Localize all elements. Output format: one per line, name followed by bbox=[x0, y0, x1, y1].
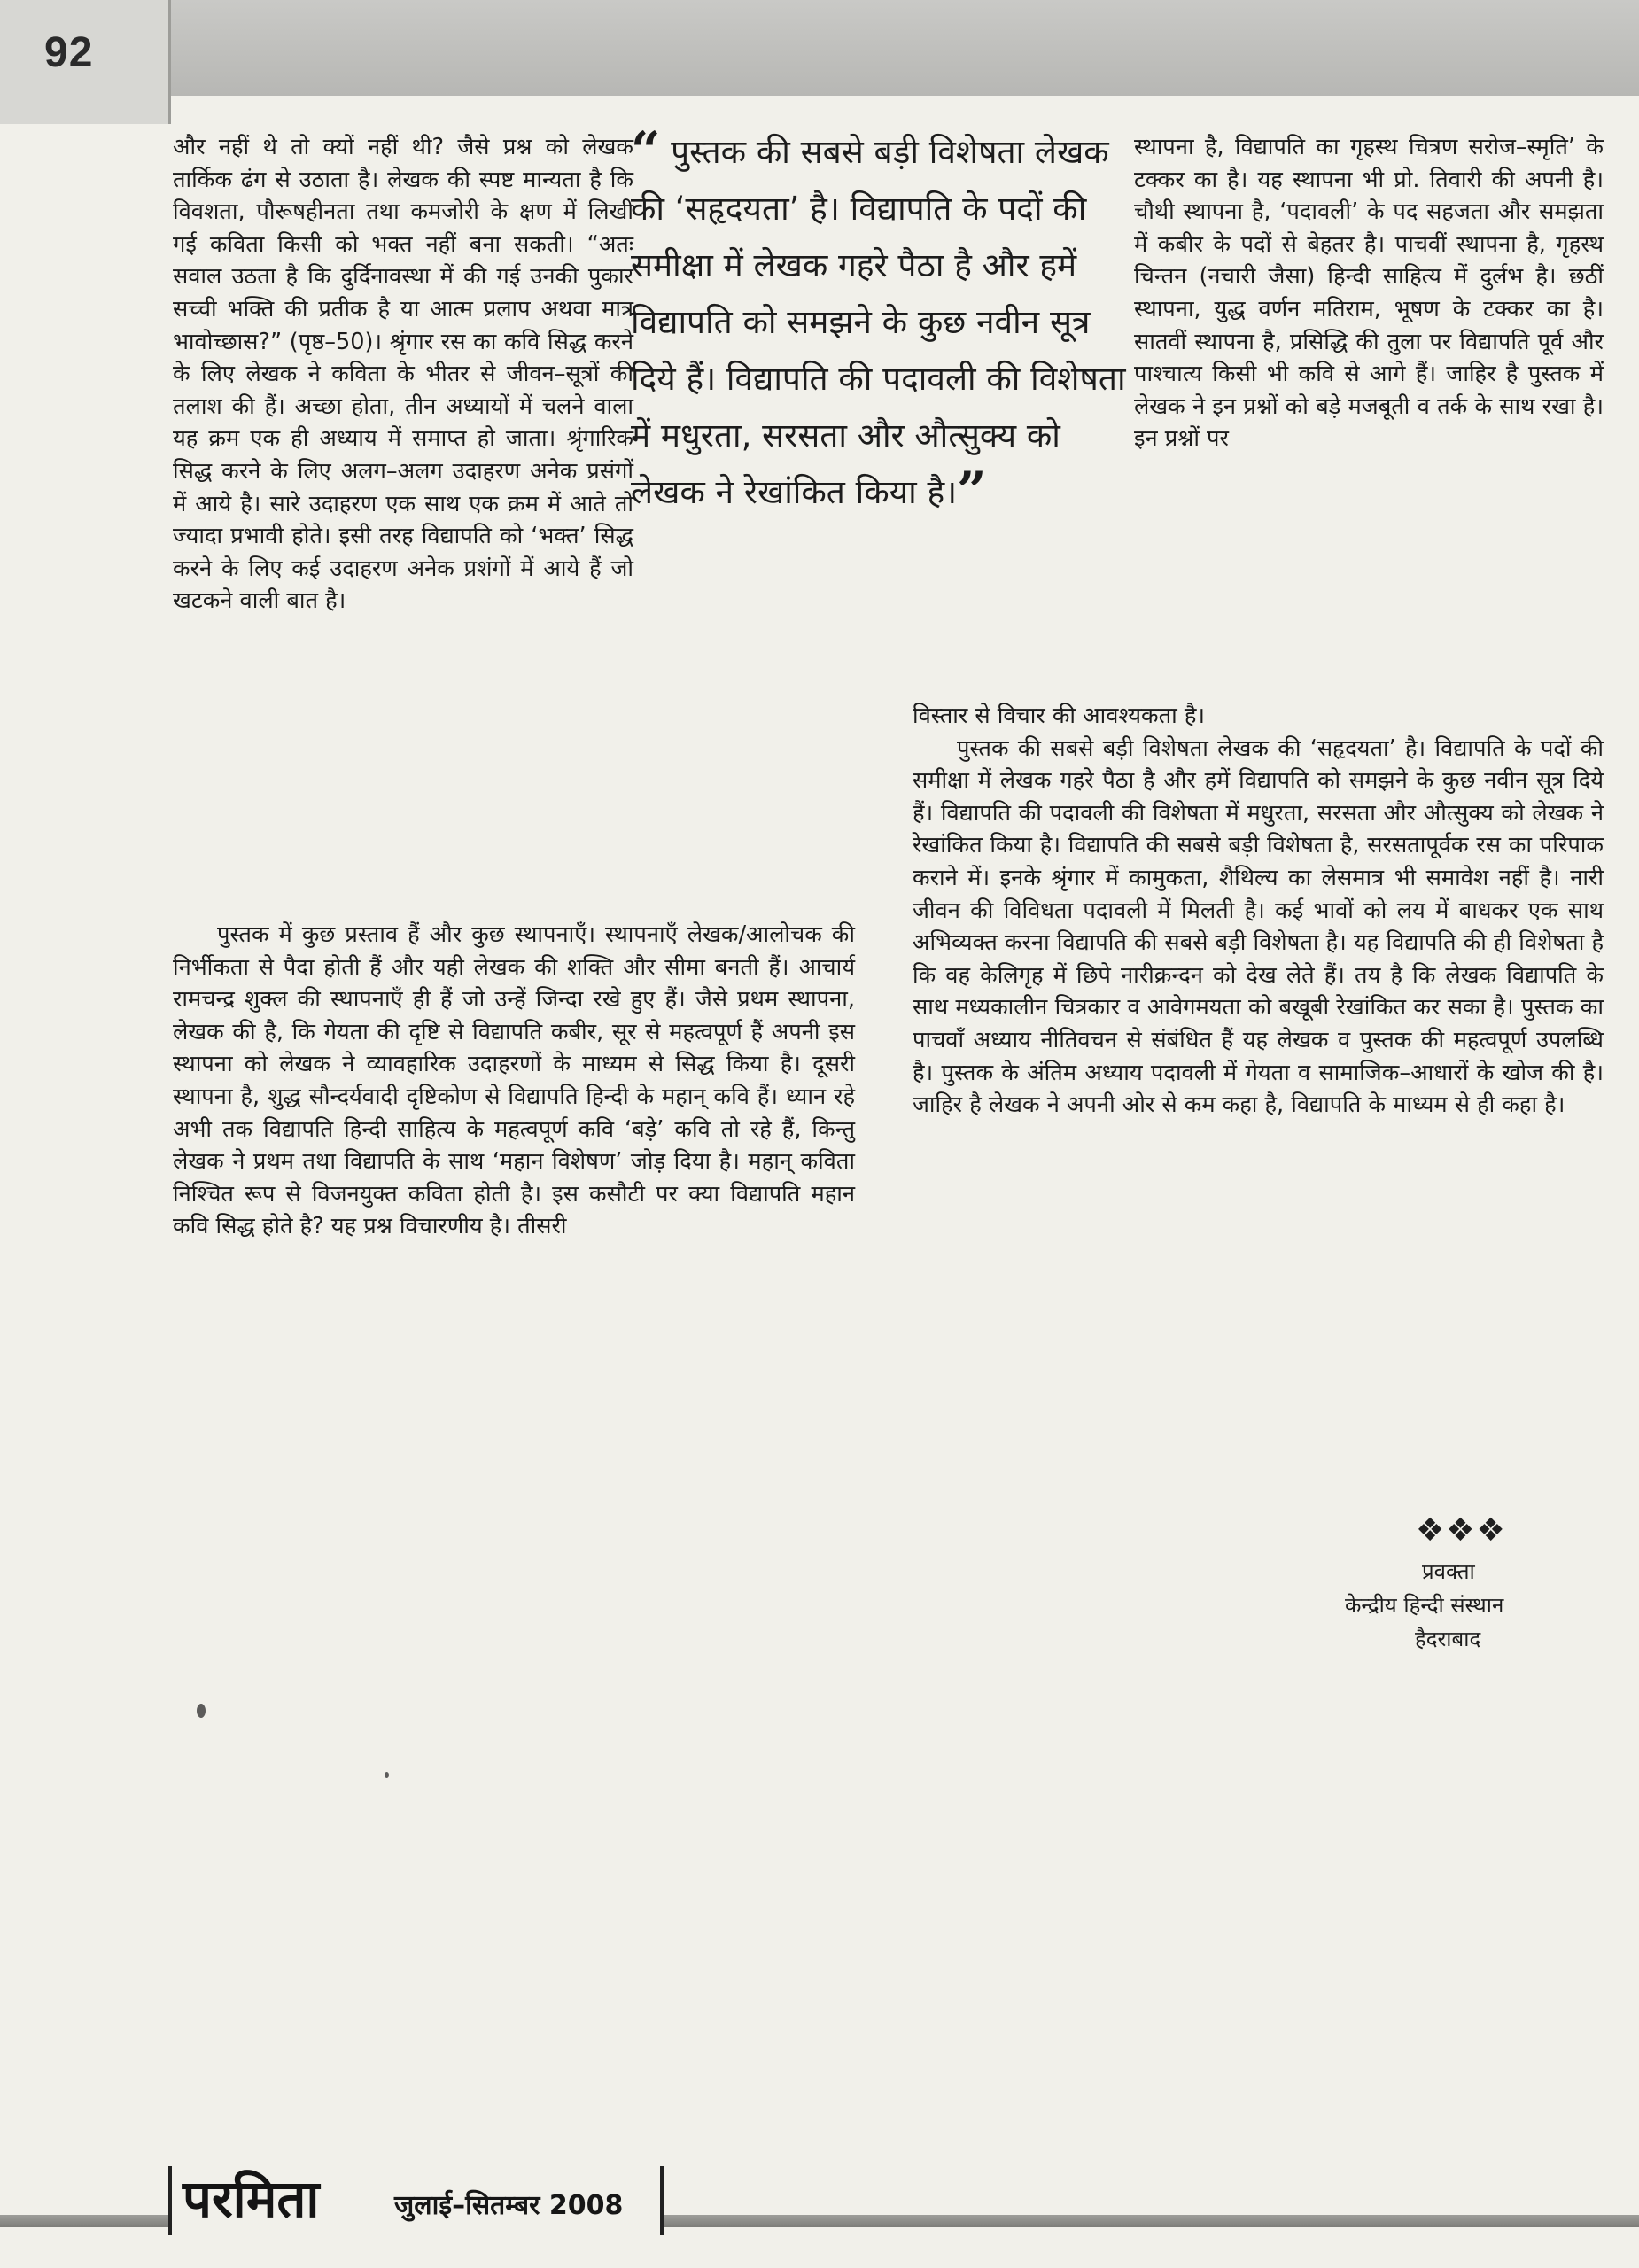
page-number-tab bbox=[0, 0, 171, 124]
section-ornament: ❖❖❖ bbox=[1416, 1512, 1507, 1549]
right-paragraph-1: स्थापना है, विद्यापति का गृहस्थ चित्रण सरोज–स्मृति’ के टक्कर का है। यह स्थापना भी प्रो. तिवारी की अपनी है। चौथी स्थापना है, ‘पदावली’ के पद सहजता और समझता में कबीर के पदों से बेहतर है। पाचवीं स्थापना है, गृहस्थ चिन्तन (नचारी जैसा) हिन्दी साहित्य में दुर्लभ है। छठीं स्थापना, युद्ध वर्णन मतिराम, भूषण के टक्कर का है। सातवीं स्थापना है, प्रसिद्धि की तुला पर विद्यापति पूर्व और पाश्चात्य किसी भी कवि से आगे हैं। जाहिर है पुस्तक में लेखक ने इन प्रश्नों को बड़े मजबूती व तर्क के साथ रखा है। इन प्रश्नों पर bbox=[1134, 134, 1604, 453]
pull-quote-text: पुस्तक की सबसे बड़ी विशेषता लेखक की ‘सहृदयता’ है। विद्यापति के पदों की समीक्षा में लेखक गहरे पैठा है और हमें विद्यापति को समझने के कुछ नवीन सूत्र दिये हैं। विद्यापति की पदावली की विशेषता में मधुरता, सरसता और औत्सुक्य को लेखक ने रेखांकित किया है। bbox=[631, 133, 1126, 511]
ink-dot bbox=[385, 1772, 389, 1778]
author-institute: केन्द्रीय हिन्दी संस्थान bbox=[1345, 1593, 1504, 1618]
footer-right-bar bbox=[660, 2166, 664, 2235]
bottom-right-paragraph: पुस्तक की सबसे बड़ी विशेषता लेखक की ‘सहृदयता’ है। विद्यापति के पदों की समीक्षा में लेखक गहरे पैठा है और हमें विद्यापति को समझने के कुछ नवीन सूत्र दिये हैं। विद्यापति की पदावली की विशेषता में मधुरता, सरसता और औत्सुक्य को लेखक ने रेखांकित किया है। विद्यापति की सबसे बड़ी विशेषता है, सरसतापूर्वक रस का परिपाक कराने में। इनके श्रृंगार में कामुकता, शैथिल्य का लेसमात्र भी समावेश नहीं है। नारी जीवन की विविधता पदावली में मिलती है। कई भावों को लय में बाधकर एक साथ अभिव्यक्त करना विद्यापति की सबसे बड़ी विशेषता है। यह विद्यापति की ही विशेषता है कि वह केलिगृह में छिपे नारीक्रन्दन को देख लेते हैं। तय है कि लेखक विद्यापति के साथ मध्यकालीन चित्रकार व आवेगमयता को बखूबी रेखांकित कर सका है। पुस्तक का पाचवाँ अध्याय नीतिवचन से संबंधित हैं यह लेखक व पुस्तक की महत्वपूर्ण उपलब्धि है। पुस्तक के अंतिम अध्याय पदावली में गेयता व सामाजिक–आधारों के खोज की है। जाहिर है लेखक ने अपनी ओर से कम कहा है, विद्यापति के माध्यम से ही कहा है। bbox=[913, 734, 1604, 1119]
pull-quote bbox=[631, 120, 1127, 521]
left-paragraph-2: पुस्तक में कुछ प्रस्ताव हैं और कुछ स्थापनाएँ। स्थापनाएँ लेखक/आलोचक की निर्भीकता से पैदा होती हैं और यही लेखक की शक्ति और सीमा बनती हैं। आचार्य रामचन्द्र शुक्ल की स्थापनाएँ ही हैं जो उन्हें जिन्दा रखे हुए हैं। जैसे प्रथम स्थापना, लेखक की है, कि गेयता की दृष्टि से विद्यापति कबीर, सूर से महत्वपूर्ण हैं अपनी इस स्थापना को लेखक ने व्यावहारिक उदाहरणों के माध्यम से सिद्ध किया है। दूसरी स्थापना है, शुद्ध सौन्दर्यवादी दृष्टिकोण से विद्यापति हिन्दी के महान् कवि हैं। ध्यान रहे अभी तक विद्यापति हिन्दी साहित्य के महत्वपूर्ण कवि ‘बड़े’ कवि तो रहे हैं, किन्तु लेखक ने प्रथम तथा विद्यापति के साथ ‘महान विशेषण’ जोड़ दिया है। महान् कविता निश्चित रूप से विजनयुक्त कविता होती है। इस कसौटी पर क्या विद्यापति महान कवि सिद्ध होते है? यह प्रश्न विचारणीय है। तीसरी bbox=[173, 921, 855, 1240]
left-column-continued bbox=[173, 919, 855, 1243]
bottom-right-lead: विस्तार से विचार की आवश्यकता है। bbox=[913, 703, 1206, 729]
ink-smudge bbox=[197, 1704, 206, 1718]
bottom-right-block bbox=[913, 700, 1604, 1122]
top-header-band bbox=[0, 0, 1639, 96]
author-city: हैदराबाद bbox=[1415, 1627, 1481, 1651]
page-number: 92 bbox=[44, 29, 94, 76]
magazine-logo: परमिता bbox=[183, 2169, 320, 2229]
author-role: प्रवक्ता bbox=[1422, 1559, 1475, 1584]
issue-date: जुलाई–सितम्बर 2008 bbox=[394, 2190, 624, 2221]
left-paragraph-1: और नहीं थे तो क्यों नहीं थी? जैसे प्रश्न को लेखक तार्किक ढंग से उठाता है। लेखक की स्पष्ट मान्यता है कि विवशता, पौरूषहीनता तथा कमजोरी के क्षण में लिखी गई कविता किसी को भक्त नहीं बना सकती। “अतः सवाल उठता है कि दुर्दिनावस्था में की गई उनकी पुकार सच्ची भक्ति की प्रतीक है या आत्म प्रलाप अथवा मात्र भावोच्छास?” (पृष्ठ–50)। श्रृंगार रस का कवि सिद्ध करने के लिए लेखक ने कविता के भीतर से जीवन–सूत्रों की तलाश की हैं। अच्छा होता, तीन अध्यायों में चलने वाला यह क्रम एक ही अध्याय में समाप्त हो जाता। श्रृंगारिक सिद्ध करने के लिए अलग–अलग उदाहरण अनेक प्रसंगों में आये है। सारे उदाहरण एक साथ एक क्रम में आते तो ज्यादा प्रभावी होते। इसी तरह विद्यापति को ‘भक्त’ सिद्ध करने के लिए कई उदाहरण अनेक प्रशंगों में आये हैं जो खटकने वाली बात है। bbox=[173, 134, 633, 615]
quote-open-mark: “ bbox=[631, 120, 661, 181]
right-column bbox=[1134, 131, 1604, 455]
footer-left-bar bbox=[168, 2166, 172, 2235]
quote-close-mark: ” bbox=[957, 461, 987, 521]
